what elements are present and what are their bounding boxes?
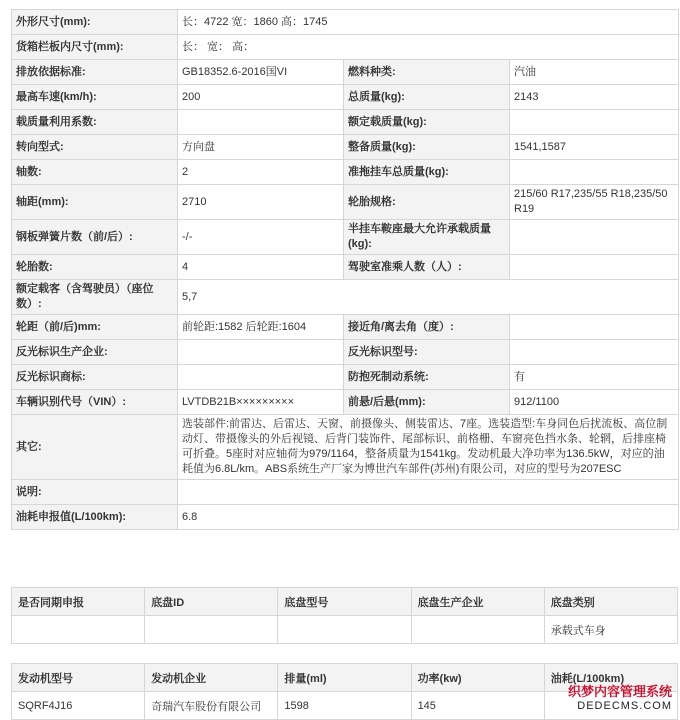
spec-row [12, 315, 679, 340]
engine-header-cell: 油耗(L/100km) [544, 664, 677, 692]
spec-table-body [12, 10, 679, 530]
engine-header-cell: 功率(kw) [411, 664, 544, 692]
spec-row [12, 505, 679, 530]
spec-value: 6.8 [178, 505, 679, 530]
chassis-header-cell: 底盘ID [145, 588, 278, 616]
chassis-header-cell: 底盘类别 [544, 588, 677, 616]
spec-row [12, 280, 679, 315]
spec-value: 方向盘 [178, 135, 344, 160]
spec-label: 燃料种类: [344, 60, 510, 85]
spec-row [12, 390, 679, 415]
spec-label: 货箱栏板内尺寸(mm): [12, 35, 178, 60]
engine-cell: SQRF4J16 [12, 692, 145, 720]
spec-row [12, 85, 679, 110]
chassis-cell [411, 616, 544, 644]
spec-label: 整备质量(kg): [344, 135, 510, 160]
spec-value: 4 [178, 255, 344, 280]
spec-value: 215/60 R17,235/55 R18,235/50 R19 [510, 185, 679, 220]
spec-value: -/- [178, 220, 344, 255]
spec-label: 轴距(mm): [12, 185, 178, 220]
engine-header-cell: 发动机型号 [12, 664, 145, 692]
spec-value: 2710 [178, 185, 344, 220]
engine-header-cell: 排量(ml) [278, 664, 411, 692]
engine-cell: 奇瑞汽车股份有限公司 [145, 692, 278, 720]
spec-value [510, 220, 679, 255]
spec-label: 额定载质量(kg): [344, 110, 510, 135]
spec-row [12, 365, 679, 390]
spec-value: 1541,1587 [510, 135, 679, 160]
spec-label: 反光标识商标: [12, 365, 178, 390]
spec-label: 半挂车鞍座最大允许承载质量(kg): [344, 220, 510, 255]
spec-value [510, 110, 679, 135]
spec-value [178, 340, 344, 365]
chassis-cell [145, 616, 278, 644]
spec-label: 反光标识生产企业: [12, 340, 178, 365]
chassis-data-row [12, 616, 678, 644]
spec-value: 912/1100 [510, 390, 679, 415]
spec-value: 有 [510, 365, 679, 390]
spec-label: 其它: [12, 415, 178, 480]
watermark-line1: 织梦内容管理系统 [567, 684, 672, 699]
spec-label: 钢板弹簧片数（前/后）: [12, 220, 178, 255]
chassis-header-cell: 是否同期申报 [12, 588, 145, 616]
spec-row [12, 480, 679, 505]
chassis-cell [12, 616, 145, 644]
spec-label: 反光标识型号: [344, 340, 510, 365]
chassis-header-cell: 底盘生产企业 [411, 588, 544, 616]
spec-value [510, 160, 679, 185]
spec-value: 200 [178, 85, 344, 110]
spec-value [178, 110, 344, 135]
spec-value: 长： 宽： 高： [178, 35, 679, 60]
spec-label: 轮胎规格: [344, 185, 510, 220]
spec-label: 总质量(kg): [344, 85, 510, 110]
spec-label: 准拖挂车总质量(kg): [344, 160, 510, 185]
spec-label: 车辆识别代号（VIN）: [12, 390, 178, 415]
spec-row [12, 160, 679, 185]
spec-value: 汽油 [510, 60, 679, 85]
spec-row [12, 220, 679, 255]
engine-cell: 1598 [278, 692, 411, 720]
spec-label: 轴数: [12, 160, 178, 185]
spec-label: 载质量利用系数: [12, 110, 178, 135]
spec-value: 长：4722 宽：1860 高：1745 [178, 10, 679, 35]
engine-cell: 145 [411, 692, 544, 720]
spec-row [12, 415, 679, 480]
spec-row [12, 255, 679, 280]
spec-label: 前悬/后悬(mm): [344, 390, 510, 415]
watermark-line2: DEDECMS.COM [577, 700, 672, 712]
spec-value [178, 480, 679, 505]
spec-value [510, 315, 679, 340]
chassis-table [11, 587, 678, 644]
spec-label: 驾驶室准乘人数（人）: [344, 255, 510, 280]
spec-row [12, 185, 679, 220]
spec-label: 最高车速(km/h): [12, 85, 178, 110]
spec-row [12, 60, 679, 85]
chassis-header-row [12, 588, 678, 616]
spec-label: 轮距（前/后)mm: [12, 315, 178, 340]
spec-label: 说明: [12, 480, 178, 505]
spec-label: 轮胎数: [12, 255, 178, 280]
engine-header-cell: 发动机企业 [145, 664, 278, 692]
spec-value [510, 255, 679, 280]
spec-row [12, 110, 679, 135]
spec-row [12, 10, 679, 35]
spec-row [12, 135, 679, 160]
spec-value: 5,7 [178, 280, 679, 315]
spec-row [12, 340, 679, 365]
spec-label: 油耗申报值(L/100km): [12, 505, 178, 530]
spec-label: 外形尺寸(mm): [12, 10, 178, 35]
spec-value: GB18352.6-2016国VI [178, 60, 344, 85]
chassis-cell: 承载式车身 [544, 616, 677, 644]
spec-value: 选装部件:前雷达、后雷达、天窗、前摄像头、侧装雷达、7座。选装造型:车身同色后扰流板、高位制动灯、带摄像头的外后视镜、后背门装饰件、尾部标识、前格栅、车窗亮色挡水条、轮辋，后排座椅可折叠。5座时对应轴荷为979/1164，整备质量为1541kg。发动机最大净功率为136.5kW，对应的油耗值为6.8L/km。ABS系统生产厂家为博世汽车部件(苏州)有限公司，对应的型号为207ESC [178, 415, 679, 480]
spec-value: 2 [178, 160, 344, 185]
spec-table [11, 9, 679, 530]
spec-value: 前轮距:1582 后轮距:1604 [178, 315, 344, 340]
watermark [568, 684, 672, 714]
spec-label: 防抱死制动系统: [344, 365, 510, 390]
spec-value [510, 340, 679, 365]
spec-label: 转向型式: [12, 135, 178, 160]
spec-label: 接近角/离去角（度）: [344, 315, 510, 340]
spec-row [12, 35, 679, 60]
spec-value [178, 365, 344, 390]
chassis-header-cell: 底盘型号 [278, 588, 411, 616]
spec-value: 2143 [510, 85, 679, 110]
spec-label: 额定载客（含驾驶员）（座位数）: [12, 280, 178, 315]
chassis-cell [278, 616, 411, 644]
spec-label: 排放依据标准: [12, 60, 178, 85]
spec-value: LVTDB21B××××××××× [178, 390, 344, 415]
